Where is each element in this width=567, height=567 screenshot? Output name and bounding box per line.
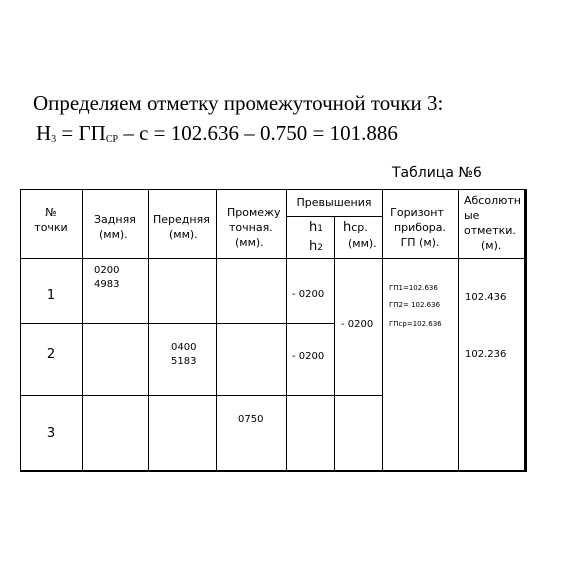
header-back-line1: Задняя bbox=[94, 213, 136, 226]
row2-front-line1: 0400 bbox=[171, 342, 197, 353]
instrument-value-2: ГП2= 102.636 bbox=[389, 301, 441, 309]
header-absolute-line1: Абсолютн bbox=[464, 194, 521, 207]
row2-h12: - 0200 bbox=[292, 351, 325, 362]
header-hcp-unit: (мм). bbox=[348, 237, 377, 250]
header-absolute-line4: (м). bbox=[481, 239, 502, 252]
header-front-line2: (мм). bbox=[169, 228, 198, 241]
header-back bbox=[94, 212, 136, 242]
instrument-value-1: ГП1=102.636 bbox=[389, 284, 438, 292]
row1-back-line1: 0200 bbox=[94, 265, 120, 276]
row1-h12: - 0200 bbox=[292, 289, 325, 300]
header-instrument-line3: ГП (м). bbox=[400, 236, 440, 249]
header-intermediate-line2: точная. bbox=[229, 221, 273, 234]
header-h1-symbol: h bbox=[309, 220, 318, 235]
header-bottom-border bbox=[20, 258, 526, 259]
header-hcp bbox=[343, 220, 377, 251]
col-divider-6 bbox=[458, 189, 459, 472]
table-bottom-border bbox=[20, 470, 526, 472]
col-divider-4 bbox=[286, 189, 287, 472]
col-divider-1 bbox=[82, 189, 83, 472]
header-h1 bbox=[309, 220, 323, 237]
col-divider-3 bbox=[216, 189, 217, 472]
row-divider-1 bbox=[20, 323, 286, 324]
row2-front bbox=[171, 341, 196, 369]
table-right-border bbox=[524, 189, 527, 472]
header-point bbox=[20, 205, 82, 235]
header-h2-sub: 2 bbox=[317, 243, 323, 253]
row1-point: 1 bbox=[46, 288, 56, 303]
formula-gp-sub: СР bbox=[105, 134, 119, 145]
header-front-line1: Передняя bbox=[153, 213, 210, 226]
row1-back-line2: 4983 bbox=[94, 279, 120, 290]
header-back-line2: (мм). bbox=[99, 228, 128, 241]
header-instrument-line1: Горизонт bbox=[390, 206, 444, 219]
row1-absolute: 102.436 bbox=[465, 292, 507, 303]
header-intermediate-line3: (мм). bbox=[235, 236, 264, 249]
row3-point: 3 bbox=[46, 426, 56, 441]
header-hcp-symbol: h bbox=[343, 220, 352, 235]
row2-absolute: 102.236 bbox=[465, 349, 507, 360]
header-hcp-sub: ср. bbox=[351, 221, 368, 234]
instrument-values bbox=[389, 283, 442, 329]
row2-front-line2: 5183 bbox=[171, 356, 197, 367]
header-point-line2: точки bbox=[34, 221, 68, 234]
header-h2-symbol: h bbox=[309, 239, 318, 254]
row2-point: 2 bbox=[46, 347, 56, 362]
header-point-line1: № bbox=[45, 206, 57, 219]
header-instrument bbox=[382, 205, 458, 250]
col-divider-2 bbox=[148, 189, 149, 472]
formula-h-symbol: Н bbox=[36, 121, 52, 145]
formula-rest: – с = 102.636 – 0.750 = 101.886 bbox=[118, 121, 398, 145]
instrument-value-avg: ГПср=102.636 bbox=[389, 320, 442, 328]
row-divider-1-h12 bbox=[286, 323, 334, 324]
header-h2 bbox=[309, 239, 323, 256]
header-h1-sub: 1 bbox=[317, 224, 323, 234]
row3-intermediate: 0750 bbox=[238, 414, 264, 425]
header-absolute-line2: ые bbox=[464, 209, 480, 222]
table-top-border bbox=[20, 189, 526, 190]
formula-mid: = ГП bbox=[56, 121, 106, 145]
header-elevations: Превышения bbox=[296, 196, 372, 209]
table-title: Таблица №6 bbox=[392, 165, 482, 181]
row1-back bbox=[94, 264, 119, 292]
row-divider-2 bbox=[20, 395, 382, 396]
header-absolute-line3: отметки. bbox=[464, 224, 516, 237]
header-intermediate bbox=[227, 205, 280, 250]
heading: Определяем отметку промежуточной точки 3: bbox=[33, 91, 444, 115]
hcp-value: - 0200 bbox=[341, 319, 374, 330]
header-instrument-line2: прибора. bbox=[393, 221, 447, 234]
header-absolute bbox=[464, 193, 521, 253]
col-divider-h bbox=[334, 216, 335, 472]
header-intermediate-line1: Промежу bbox=[227, 206, 281, 219]
formula-h-sub: 3 bbox=[51, 134, 57, 145]
header-front bbox=[153, 212, 210, 242]
